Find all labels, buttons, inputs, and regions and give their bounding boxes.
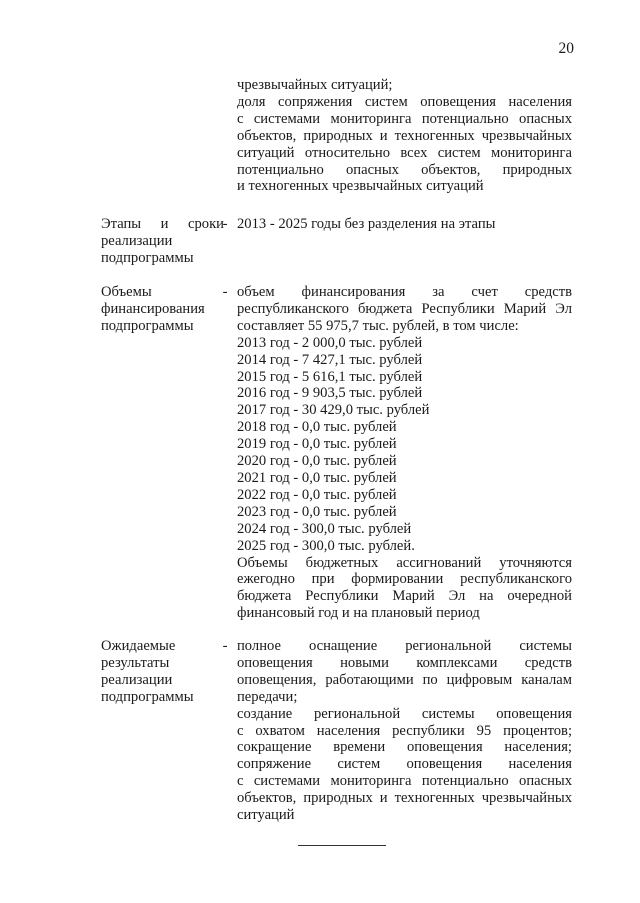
funding-year-line: 2024 год - 300,0 тыс. рублей: [237, 520, 412, 537]
funding-dash: -: [222, 284, 228, 300]
text-line: объем финансирования за счет средств: [237, 284, 572, 300]
text-line: с системами мониторинга потенциально опасных: [237, 773, 572, 790]
text-line: с охватом населения республики 95 процентов;: [237, 722, 572, 739]
text-line: и техногенных чрезвычайных ситуаций: [237, 178, 484, 195]
results-label: [101, 638, 224, 706]
text-line: оповещения новыми комплексами средств: [237, 654, 572, 671]
funding-year-line: 2021 год - 0,0 тыс. рублей: [237, 469, 397, 486]
funding-year-line: 2014 год - 7 427,1 тыс. рублей: [237, 351, 423, 368]
funding-year-line: 2018 год - 0,0 тыс. рублей: [237, 419, 397, 436]
label-line: подпрограммы: [101, 249, 194, 266]
funding-year-line: 2015 год - 5 616,1 тыс. рублей: [237, 368, 423, 385]
stages-content: [237, 216, 572, 233]
text-line: Объемы бюджетных ассигнований уточняются: [237, 554, 572, 571]
text-line: потенциально опасных объектов, природных: [237, 161, 572, 178]
funding-year-line: 2025 год - 300,0 тыс. рублей.: [237, 537, 415, 554]
text-line: с системами мониторинга потенциально опасных: [237, 110, 572, 127]
text-line: сокращение времени оповещения населения;: [237, 739, 572, 756]
text-line: передачи;: [237, 688, 298, 705]
funding-year-line: 2023 год - 0,0 тыс. рублей: [237, 503, 397, 520]
text-line: ежегодно при формировании республиканского: [237, 571, 572, 588]
funding-year-line: 2022 год - 0,0 тыс. рублей: [237, 486, 397, 503]
text-line: объектов, природных и техногенных чрезвычайных: [237, 127, 572, 144]
text-line: республиканского бюджета Республики Марий Эл: [237, 300, 572, 317]
funding-year-line: 2013 год - 2 000,0 тыс. рублей: [237, 334, 423, 351]
label-line: подпрограммы: [101, 688, 194, 705]
label-line: финансирования: [101, 300, 205, 317]
stages-label: [101, 216, 224, 267]
text-line: полное оснащение региональной системы: [237, 638, 572, 654]
funding-year-line: 2017 год - 30 429,0 тыс. рублей: [237, 402, 430, 419]
text-line: составляет 55 975,7 тыс. рублей, в том числе:: [237, 317, 519, 334]
text-line: сопряжение систем оповещения населения: [237, 756, 572, 773]
label-line: результаты: [101, 654, 170, 671]
label-line: Этапы и сроки: [101, 216, 224, 232]
results-dash: -: [222, 638, 228, 654]
text-line: ситуаций: [237, 807, 295, 824]
funding-content: [237, 284, 572, 622]
text-line: объектов, природных и техногенных чрезвычайных: [237, 790, 572, 807]
continuation-text: [237, 77, 572, 195]
text-line: 2013 - 2025 годы без разделения на этапы: [237, 216, 496, 232]
label-line: подпрограммы: [101, 317, 194, 334]
page-number: 20: [558, 40, 574, 57]
funding-year-line: 2020 год - 0,0 тыс. рублей: [237, 453, 397, 470]
funding-year-line: 2016 год - 9 903,5 тыс. рублей: [237, 385, 423, 402]
text-line: чрезвычайных ситуаций;: [237, 77, 393, 93]
text-line: бюджета Республики Марий Эл на очередной: [237, 588, 572, 605]
stages-dash: -: [222, 216, 228, 232]
funding-year-line: 2019 год - 0,0 тыс. рублей: [237, 436, 397, 453]
funding-label: [101, 284, 224, 335]
text-line: финансовый год и на плановый период: [237, 605, 480, 622]
end-separator-line: [298, 845, 386, 846]
text-line: оповещения, работающими по цифровым каналам: [237, 671, 572, 688]
label-line: Ожидаемые: [101, 638, 176, 654]
label-line: Объемы: [101, 284, 152, 300]
results-content: [237, 638, 572, 824]
label-line: реализации: [101, 232, 173, 249]
label-line: реализации: [101, 671, 173, 688]
text-line: доля сопряжения систем оповещения населения: [237, 93, 572, 110]
text-line: создание региональной системы оповещения: [237, 705, 572, 722]
text-line: ситуаций относительно всех систем мониторинга: [237, 144, 572, 161]
